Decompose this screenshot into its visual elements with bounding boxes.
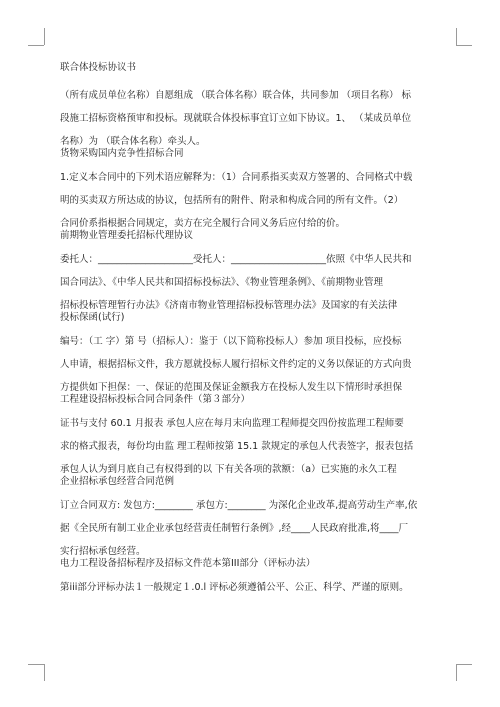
paragraph: [60, 84, 445, 148]
paragraph-line: 承包人认为到月底自己有权得到的以 下有关各项的款额：（a）已实施的永久工程: [60, 464, 397, 475]
paragraph-line: 明的买卖双方所达成的协议，包括所有的附件、附录和构成合同的所有文件。（2）: [60, 195, 404, 206]
paragraph-line: 招标投标管理暂行办法》《济南市物业管理招标投标管理办法》及国家的有关法律: [60, 300, 398, 311]
section-title: 货物采购国内竞争性招标合同: [60, 148, 184, 159]
paragraph-line: 1.定义本合同中的下列术语应解释为：（1）合同系指买卖双方签署的、合同格式中载: [60, 172, 413, 183]
paragraph-line: 订立合同双方: 发包方:________ 承包方:________ 为深化企业改革,提高劳动生产率,依: [60, 500, 418, 511]
section-title: 投标保函(试行): [60, 312, 125, 323]
paragraph-line: 人申请，根据招标文件，我方愿就投标人履行招标文件约定的义务以保证的方式向贵: [60, 359, 412, 370]
paragraph: [60, 576, 445, 599]
paragraph-line: 证书与支付 60.1 月报表 承包人应在每月末向监理工程师提交四份按监理工程师要: [60, 418, 404, 429]
paragraph-line: 据《全民所有制工业企业承包经营责任制暂行条例》,经____人民政府批准,将____厂: [60, 523, 409, 534]
paragraph-line: 编号：（工 字）第 号（招标人）：鉴于（以下简称投标人）参加 项目投标，应投标: [60, 336, 402, 347]
paragraph-line: 国合同法》、《中华人民共和国招标投标法》、《物业管理条例》、《前期物业管理: [60, 277, 384, 288]
paragraph-line: 求的格式报表，每份均由监 理工程师按第 15.1 款规定的承包人代表签字，报表包括: [60, 441, 414, 452]
paragraph-line: （所有成员单位名称）自愿组成 （联合体名称）联合体，共同参加 （项目名称） 标: [60, 90, 412, 101]
document-body: [60, 50, 445, 599]
section-title: 电力工程设备招标程序及招标文件范本第III部分（评标办法）: [60, 558, 316, 569]
paragraph-line: 段施工招标资格预审和投标。现就联合体投标事宜订立如下协议。1、 （某成员单位: [60, 113, 412, 124]
paragraph-line: 委托人：____________________受托人：____________________依照《中华人民共和: [60, 254, 412, 265]
section-title: 工程建设招标投标合同合同条件（第３部分）: [60, 394, 251, 405]
section-title: 联合体投标协议书: [60, 62, 137, 73]
paragraph: [60, 248, 445, 312]
section-title: 企业招标承包经营合同范例: [60, 476, 175, 487]
paragraph-line: 实行招标承包经营。: [60, 546, 146, 557]
paragraph: [60, 412, 445, 476]
paragraph-line: 第iii部分评标办法１一般规定１.0.l 评标必须遵循公平、公正、科学、严谨的原则。: [60, 582, 409, 593]
paragraph: [60, 330, 445, 394]
paragraph: [60, 494, 445, 558]
paragraph-line: 合同价系指根据合同规定，卖方在完全履行合同义务后应付给的价。: [60, 218, 346, 229]
paragraph: [60, 166, 445, 230]
section-title: 前期物业管理委托招标代理协议: [60, 230, 194, 241]
paragraph-line: 方提供如下担保：一、保证的范围及保证金额我方在投标人发生以下情形时承担保: [60, 382, 403, 393]
paragraph-line: 名称）为 （联合体名称）牵头人。: [60, 136, 206, 147]
